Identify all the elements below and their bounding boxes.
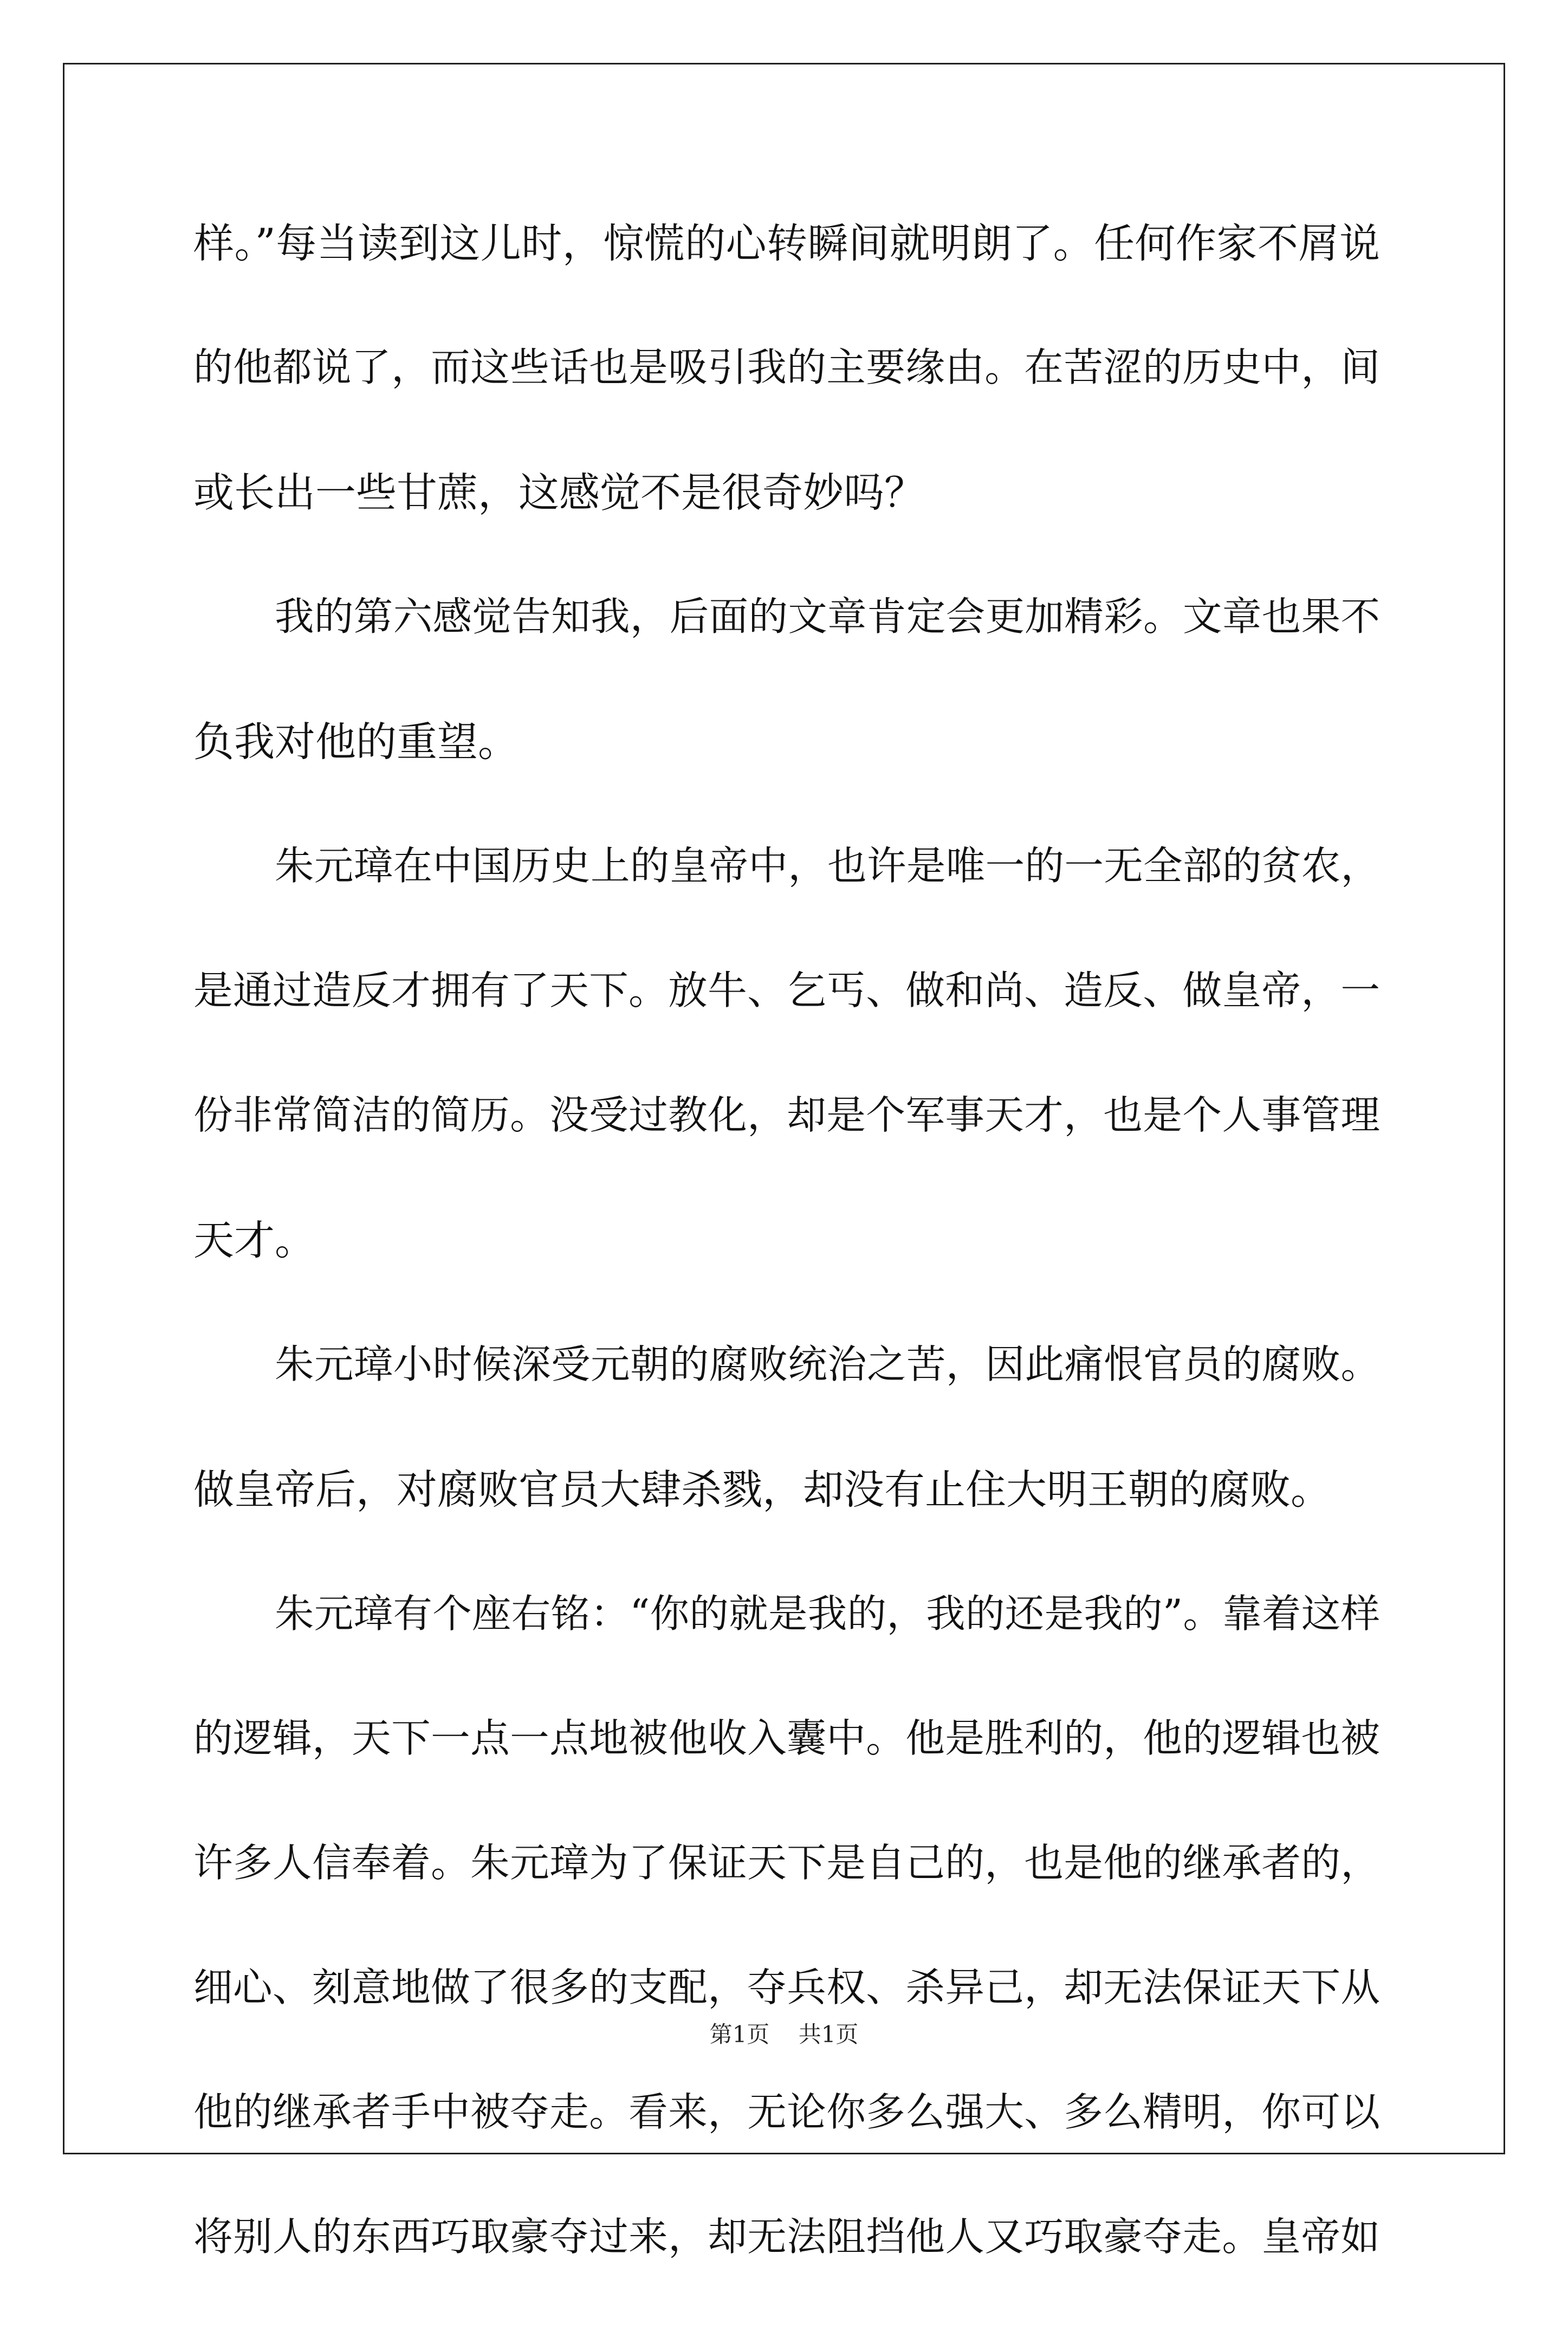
text-line-8: 份非常简洁的简历。没受过教化，却是个军事天才，也是个人事管理 (193, 1093, 1380, 1138)
text-line-13: 的逻辑，天下一点一点地被他收入囊中。他是胜利的，他的逻辑也被 (193, 1716, 1380, 1762)
text-line-12: 朱元璋有个座右铭：“你的就是我的，我的还是我的”。靠着这样 (275, 1591, 1380, 1637)
footer-spacer (769, 2021, 798, 2048)
text-line-4: 我的第六感觉告知我，后面的文章肯定会更加精彩。文章也果不 (275, 594, 1380, 640)
text-line-7: 是通过造反才拥有了天下。放牛、乞丐、做和尚、造反、做皇帝，一 (193, 968, 1380, 1014)
text-line-9: 天才。 (193, 1216, 316, 1264)
document-body (193, 212, 1380, 2331)
text-line-17: 将别人的东西巧取豪夺过来，却无法阻挡他人又巧取豪夺走。皇帝如 (193, 2215, 1380, 2260)
text-line-14: 许多人信奉着。朱元璋为了保证天下是自己的，也是他的继承者的， (193, 1841, 1380, 1886)
text-line-1: 样。”每当读到这儿时，惊慌的心转瞬间就明朗了。任何作家不屑说 (193, 219, 1380, 267)
text-line-2: 的他都说了，而这些话也是吸引我的主要缘由。在苦涩的历史中，间 (193, 345, 1380, 391)
text-line-15: 细心、刻意地做了很多的支配，夺兵权、杀异己，却无法保证天下从 (193, 1965, 1380, 2011)
text-line-16: 他的继承者手中被夺走。看来，无论你多么强大、多么精明，你可以 (193, 2090, 1380, 2135)
page-total: 共1页 (798, 2021, 859, 2048)
text-line-10: 朱元璋小时候深受元朝的腐败统治之苦，因此痛恨官员的腐败。 (275, 1342, 1380, 1388)
text-line-11: 做皇帝后，对腐败官员大肆杀戮，却没有止住大明王朝的腐败。 (193, 1466, 1332, 1513)
text-line-5: 负我对他的重望。 (193, 718, 519, 766)
text-line-3: 或长出一些甘蔗，这感觉不是很奇妙吗？ (193, 469, 925, 516)
page-number: 第1页 (709, 2021, 770, 2048)
text-line-6: 朱元璋在中国历史上的皇帝中，也许是唯一的一无全部的贫农， (275, 844, 1380, 889)
page-footer (0, 2018, 1568, 2051)
